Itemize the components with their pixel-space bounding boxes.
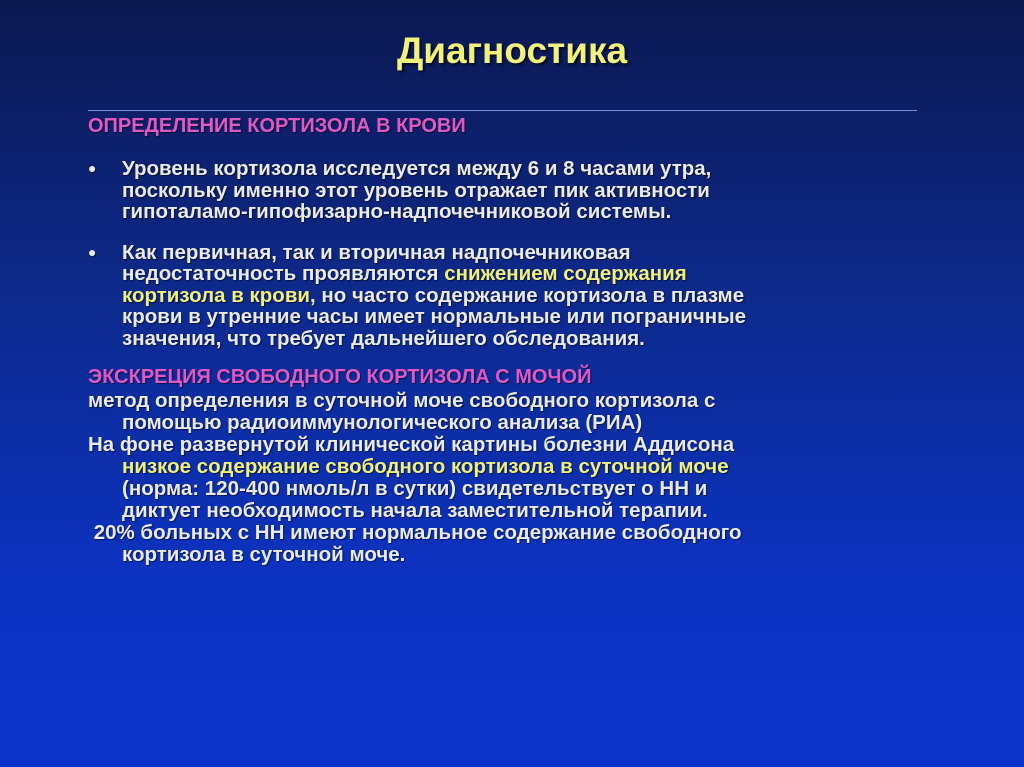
bullet-insufficiency <box>88 242 938 350</box>
text-line: крови в утренние часы имеет нормальные или пограничные <box>122 305 747 328</box>
text-line: гипоталамо-гипофизарно-надпочечниковой системы. <box>122 200 672 223</box>
text-line: значения, что требует дальнейшего обследования. <box>122 326 645 350</box>
bullet-dot-icon: ● <box>88 243 97 260</box>
highlight-text: низкое содержание свободного кортизола в суточной моче <box>122 455 729 478</box>
text-line <box>122 285 938 307</box>
paragraph-addison <box>88 434 938 522</box>
section-heading-blood-cortisol: ОПРЕДЕЛЕНИЕ КОРТИЗОЛА В КРОВИ <box>88 115 466 137</box>
slide-content <box>88 113 938 566</box>
bullet-dot-icon: ● <box>88 160 97 176</box>
paragraph-normal-percent <box>88 522 938 566</box>
text-line: (норма: 120-400 нмоль/л в сутки) свидетельствует о НН и <box>122 477 708 500</box>
text-line: 20% больных с НН имеют нормальное содержание свободного <box>88 521 742 544</box>
text-line: диктует необходимость начала заместительной терапии. <box>122 499 708 522</box>
text-line: На фоне развернутой клинической картины болезни Аддисона <box>88 433 735 456</box>
paragraph-method <box>88 390 938 434</box>
text-line <box>122 263 938 285</box>
text-line: метод определения в суточной моче свободного кортизола с <box>88 389 716 412</box>
text-line: поскольку именно этот уровень отражает пик активности <box>122 178 710 202</box>
highlight-text: снижением содержания <box>444 262 687 285</box>
slide-title: Диагностика <box>396 30 628 71</box>
text-line: помощью радиоиммунологического анализа (РИА) <box>122 411 643 434</box>
text-segment: , но часто содержание кортизола в плазме <box>310 283 745 307</box>
section-heading-urine-cortisol: ЭКСКРЕЦИЯ СВОБОДНОГО КОРТИЗОЛА С МОЧОЙ <box>88 366 592 388</box>
title-divider <box>88 110 917 111</box>
text-segment: недостаточность проявляются <box>122 262 445 285</box>
highlight-text: кортизола в крови <box>122 283 311 307</box>
text-line: Как первичная, так и вторичная надпочечниковая <box>122 240 631 264</box>
text-line: Уровень кортизола исследуется между 6 и 8 часами утра, <box>122 157 712 180</box>
bullet-cortisol-timing <box>88 158 938 223</box>
text-line: кортизола в суточной моче. <box>122 543 406 566</box>
